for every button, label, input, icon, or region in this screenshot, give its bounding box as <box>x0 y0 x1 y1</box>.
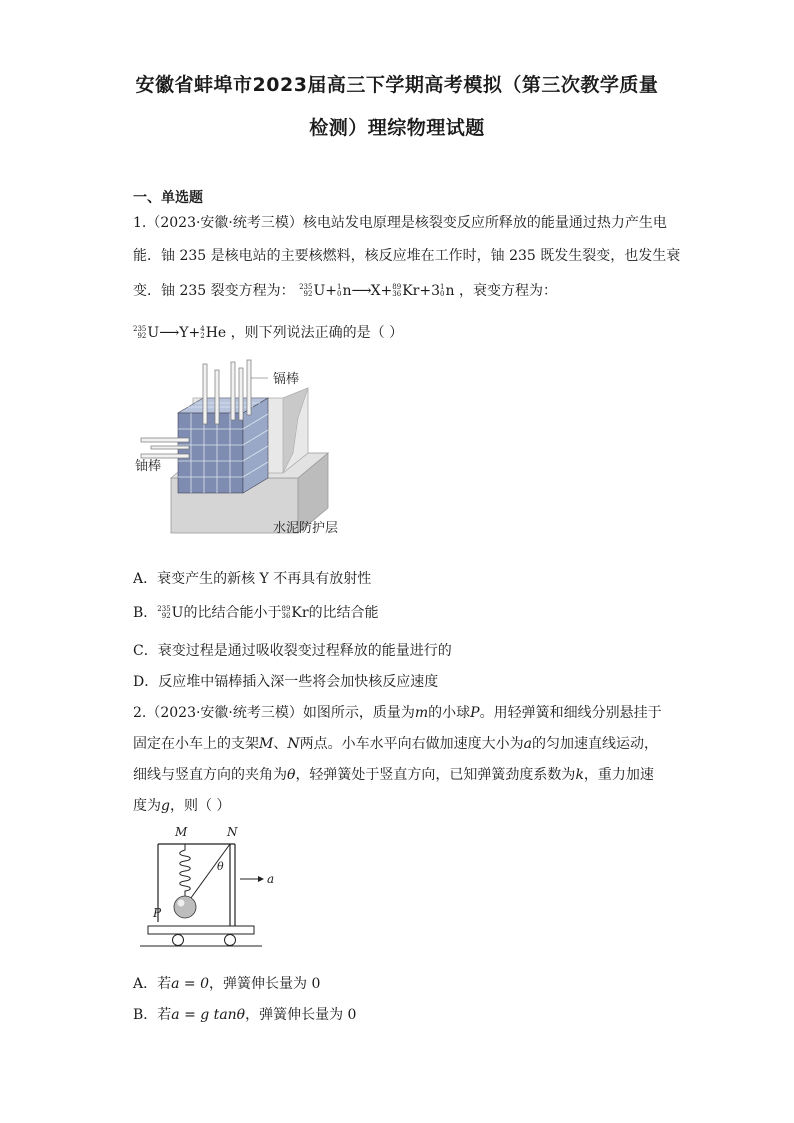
n-symbol: n <box>445 283 455 299</box>
option-b-prefix: B． <box>133 605 158 621</box>
reactor-core <box>178 398 268 493</box>
he-num: 2 <box>200 332 205 340</box>
u-mass: 235 <box>133 325 147 333</box>
q2-line4-a: 度为 <box>133 798 161 814</box>
u-num: 92 <box>137 332 147 340</box>
n-mass: 1 <box>337 283 342 291</box>
q2-line2 <box>133 733 658 753</box>
q1-line3 <box>133 280 557 300</box>
q2-option-a-expr: a = 0 <box>171 976 210 992</box>
y-symbol: Y <box>179 325 189 341</box>
kr-symbol: Kr <box>402 283 420 299</box>
ball <box>174 896 196 918</box>
label-a: a <box>267 872 275 886</box>
q2-line3-a: 细线与竖直方向的夹角为 <box>133 767 287 783</box>
uranium-label: 铀棒 <box>135 459 162 474</box>
kr-symbol: Kr <box>291 605 309 621</box>
section-heading: 一、单选题 <box>133 190 203 206</box>
q2-line1 <box>133 702 662 722</box>
uranium-rods <box>141 438 189 458</box>
plus: + <box>188 325 201 341</box>
q2-g: g <box>161 798 170 814</box>
q2-option-a[interactable] <box>133 973 320 993</box>
plus: + <box>380 283 393 299</box>
q2-line4-b: ，则（ ） <box>169 798 231 814</box>
he-symbol: He <box>205 325 227 341</box>
q2-option-a-suffix: ，弹簧伸长量为 0 <box>209 976 321 992</box>
q2-option-a-prefix: A．若 <box>133 976 172 992</box>
q1-option-c[interactable]: C．衰变过程是通过吸收裂变过程释放的能量进行的 <box>133 643 452 659</box>
cart-body <box>148 926 254 934</box>
u-mass: 235 <box>299 283 313 291</box>
q2-option-b-suffix: ，弹簧伸长量为 0 <box>245 1007 357 1023</box>
q2-line1-a: 2.（2023·安徽·统考三模）如图所示，质量为 <box>133 705 415 721</box>
spring <box>180 844 191 896</box>
q2-line2-a: 固定在小车上的支架 <box>133 736 259 752</box>
u-symbol: U <box>313 283 326 299</box>
n-symbol: n <box>342 283 352 299</box>
q2-sep: 、 <box>273 736 288 752</box>
n-num: 0 <box>337 290 342 298</box>
n-num: 0 <box>440 290 445 298</box>
decay-equation <box>133 325 231 341</box>
n-coef: 3 <box>431 283 441 299</box>
option-b-mid: 的比结合能小于 <box>183 605 282 621</box>
he-mass: 4 <box>200 325 205 333</box>
plus: + <box>325 283 337 299</box>
u-num: 92 <box>161 612 171 620</box>
u-symbol: U <box>147 325 160 341</box>
fission-equation <box>299 283 459 299</box>
label-p: P <box>153 906 162 920</box>
q1-option-b[interactable] <box>133 602 379 622</box>
reactor-figure <box>133 358 363 543</box>
q2-accel-a: a <box>523 736 532 752</box>
x-symbol: X <box>370 283 381 299</box>
kr-num: 36 <box>281 612 291 620</box>
plus: + <box>419 283 432 299</box>
n-mass: 1 <box>440 283 445 291</box>
label-theta: θ <box>217 860 224 873</box>
u-symbol: U <box>171 605 184 621</box>
q1-line4 <box>133 322 403 342</box>
wheel-left <box>173 935 184 946</box>
q2-ball-p: P <box>470 705 480 721</box>
q1-line3-suffix: ，衰变方程为： <box>458 283 557 299</box>
q2-line4 <box>133 795 230 815</box>
q1-option-d[interactable]: D．反应堆中镉棒插入深一些将会加快核反应速度 <box>133 674 439 690</box>
doc-title-line1: 安徽省蚌埠市2023届高三下学期高考模拟（第三次教学质量 <box>135 74 659 96</box>
q2-option-b[interactable] <box>133 1004 356 1024</box>
q2-line1-c: 。用轻弹簧和细线分别悬挂于 <box>479 705 662 721</box>
q2-option-b-expr: a = g tanθ <box>171 1007 246 1023</box>
doc-title-line2: 检测）理综物理试题 <box>309 117 485 139</box>
q2-line3-b: ，轻弹簧处于竖直方向，已知弹簧劲度系数为 <box>295 767 576 783</box>
q1-line4-suffix: ，则下列说法正确的是（ ） <box>230 325 404 341</box>
option-b-suffix: 的比结合能 <box>308 605 379 621</box>
q2-mass-m: m <box>414 705 429 721</box>
q1-option-a[interactable]: A．衰变产生的新核 Y 不再具有放射性 <box>133 571 372 587</box>
arrow: ⟶ <box>351 283 371 299</box>
kr-mass: 89 <box>281 605 291 613</box>
q2-option-b-prefix: B．若 <box>133 1007 172 1023</box>
u-num: 92 <box>303 290 313 298</box>
wheel-right <box>225 935 236 946</box>
cart-figure <box>140 822 280 952</box>
kr-mass: 89 <box>392 283 402 291</box>
string <box>188 844 230 902</box>
q1-line2: 能．铀 235 是核电站的主要核燃料，核反应堆在工作时，铀 235 既发生裂变，也发生衰 <box>133 248 681 264</box>
q2-point-n: N <box>287 736 300 752</box>
q2-line2-b: 两点。小车水平向右做加速度大小为 <box>299 736 524 752</box>
q2-point-m: M <box>259 736 274 752</box>
kr-num: 36 <box>392 290 402 298</box>
q2-line2-c: 的匀加速直线运动， <box>531 736 658 752</box>
q1-line3-prefix: 变．铀 235 裂变方程为： <box>133 283 295 299</box>
q2-k: k <box>575 767 584 783</box>
q2-line3-c: ，重力加速 <box>583 767 654 783</box>
arrow: ⟶ <box>159 325 180 341</box>
cadmium-label: 镉棒 <box>273 372 300 387</box>
label-n: N <box>227 825 238 839</box>
label-m: M <box>175 825 188 839</box>
u-mass: 235 <box>157 605 171 613</box>
q2-theta: θ <box>287 767 296 783</box>
q2-line3 <box>133 764 654 784</box>
q1-line1: 1.（2023·安徽·统考三模）核电站发电原理是核裂变反应所释放的能量通过热力产生电 <box>133 215 667 231</box>
concrete-label: 水泥防护层 <box>273 521 339 536</box>
q2-line1-b: 的小球 <box>428 705 471 721</box>
